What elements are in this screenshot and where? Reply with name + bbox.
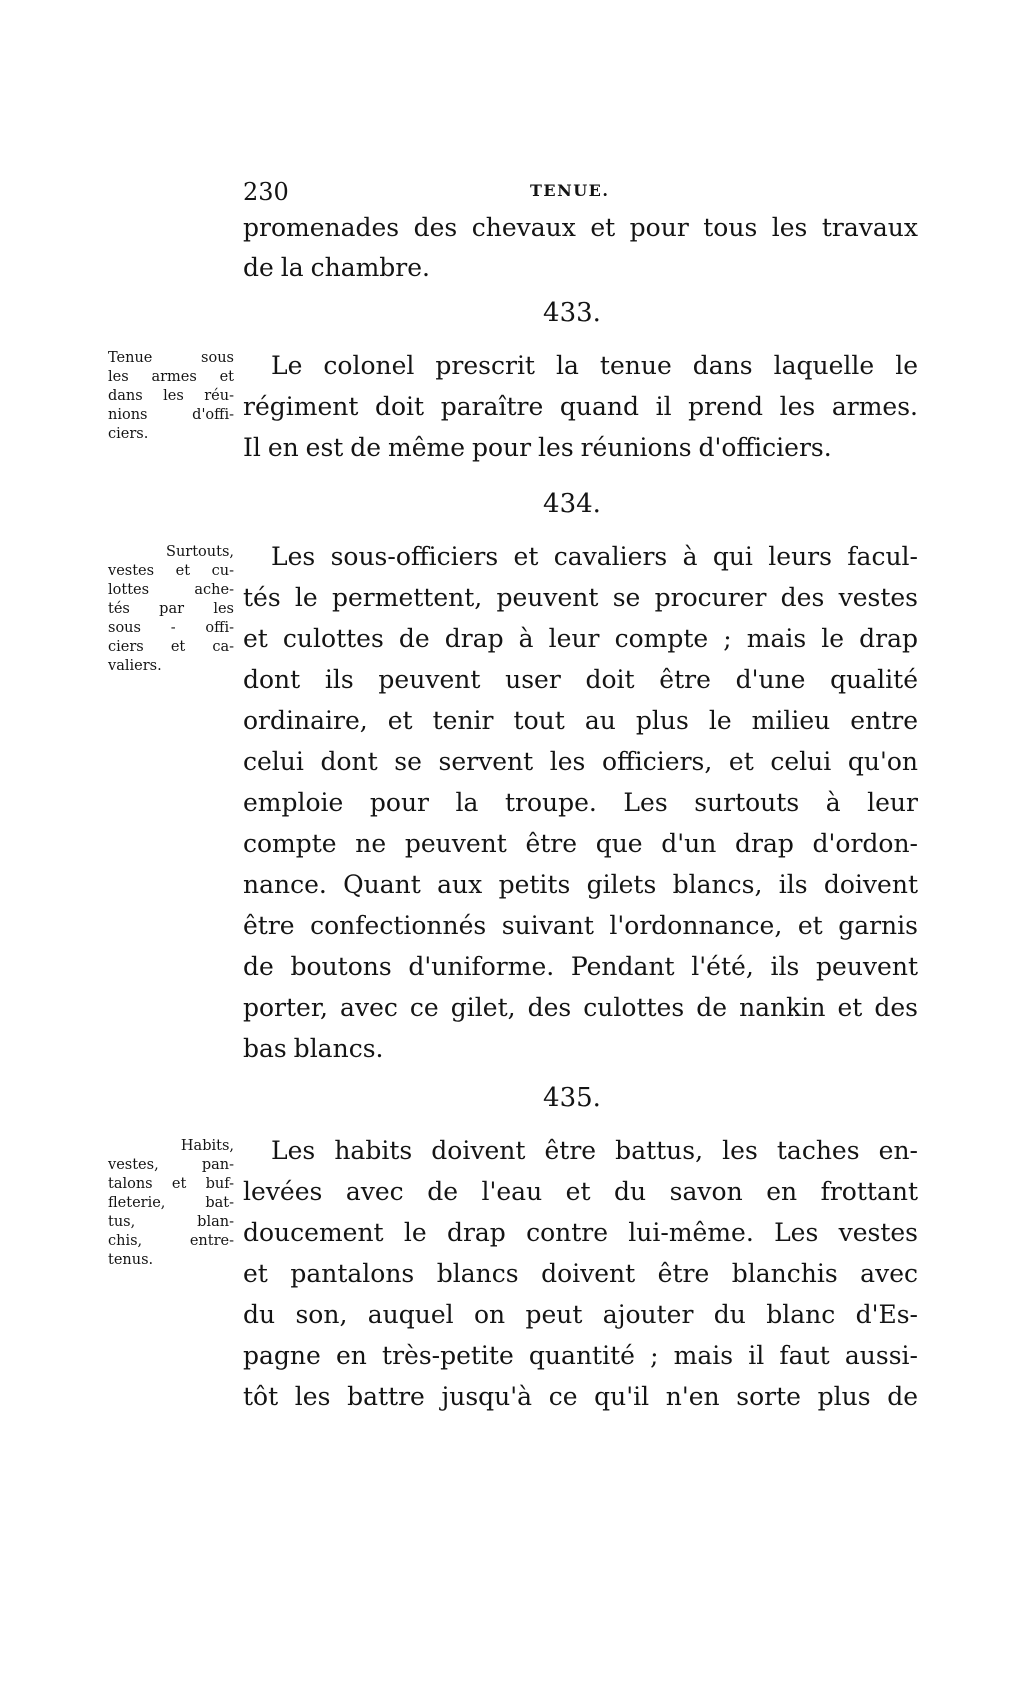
margin-note-line: tus, blan- — [108, 1214, 234, 1230]
margin-note-line: sous - offi- — [108, 620, 234, 636]
margin-note-line: ciers et ca- — [108, 639, 234, 655]
margin-note-line: les armes et — [108, 369, 234, 385]
margin-note-line: talons et buf- — [108, 1176, 234, 1192]
paragraph-line: Les habits doivent être battus, les taches en- — [271, 1136, 918, 1165]
page-number: 230 — [243, 178, 289, 206]
margin-note-line: Surtouts, — [166, 544, 234, 560]
margin-note-line: valiers. — [108, 658, 162, 674]
paragraph-line: pagne en très-petite quantité ; mais il faut aussi- — [243, 1341, 918, 1370]
margin-note — [108, 1137, 234, 1270]
margin-note-line: tés par les — [108, 601, 234, 617]
paragraph-line: et culottes de drap à leur compte ; mais le drap — [243, 624, 918, 653]
paragraph-line: ordinaire, et tenir tout au plus le milieu entre — [243, 706, 918, 735]
continuation-line: promenades des chevaux et pour tous les travaux — [243, 213, 918, 242]
margin-note — [108, 543, 234, 676]
paragraph-line: régiment doit paraître quand il prend les armes. — [243, 392, 918, 421]
paragraph-line: du son, auquel on peut ajouter du blanc d'Es- — [243, 1300, 918, 1329]
paragraph-line: celui dont se servent les officiers, et celui qu'on — [243, 747, 918, 776]
paragraph-line: tés le permettent, peuvent se procurer des vestes — [243, 583, 918, 612]
margin-note-line: nions d'offi- — [108, 407, 234, 423]
paragraph-line: de boutons d'uniforme. Pendant l'été, ils peuvent — [243, 952, 918, 981]
paragraph-line: compte ne peuvent être que d'un drap d'ordon- — [243, 829, 918, 858]
margin-note-line: chis, entre- — [108, 1233, 234, 1249]
paragraph-line: être confectionnés suivant l'ordonnance, et garnis — [243, 911, 918, 940]
paragraph-line: Le colonel prescrit la tenue dans laquelle le — [271, 351, 918, 380]
paragraph-line: et pantalons blancs doivent être blanchis avec — [243, 1259, 918, 1288]
continuation-line: de la chambre. — [243, 253, 431, 282]
margin-note-line: dans les réu- — [108, 388, 234, 404]
section-number: 433. — [543, 298, 601, 328]
margin-note-line: lottes ache- — [108, 582, 234, 598]
paragraph-line: tôt les battre jusqu'à ce qu'il n'en sorte plus de — [243, 1382, 918, 1411]
margin-note-line: tenus. — [108, 1252, 154, 1268]
section-number: 435. — [543, 1083, 601, 1113]
margin-note-line: vestes, pan- — [108, 1157, 234, 1173]
paragraph-line: bas blancs. — [243, 1034, 384, 1063]
section-number: 434. — [543, 489, 601, 519]
margin-note-line: Habits, — [180, 1138, 234, 1154]
paragraph-line: nance. Quant aux petits gilets blancs, ils doivent — [243, 870, 918, 899]
paragraph-line: doucement le drap contre lui-même. Les vestes — [243, 1218, 918, 1247]
margin-note-line: vestes et cu- — [108, 563, 234, 579]
paragraph-line: dont ils peuvent user doit être d'une qualité — [243, 665, 918, 694]
margin-note-line: fleterie, bat- — [108, 1195, 234, 1211]
paragraph-line: Il en est de même pour les réunions d'officiers. — [243, 433, 832, 462]
paragraph-line: emploie pour la troupe. Les surtouts à leur — [243, 788, 918, 817]
margin-note — [108, 349, 234, 444]
paragraph-line: levées avec de l'eau et du savon en frottant — [243, 1177, 918, 1206]
paragraph-line: Les sous-officiers et cavaliers à qui leurs facul- — [271, 542, 918, 571]
margin-note-line: Tenue sous — [108, 350, 234, 366]
paragraph-line: porter, avec ce gilet, des culottes de nankin et des — [243, 993, 918, 1022]
running-head: TENUE. — [530, 181, 610, 200]
margin-note-line: ciers. — [108, 426, 149, 442]
